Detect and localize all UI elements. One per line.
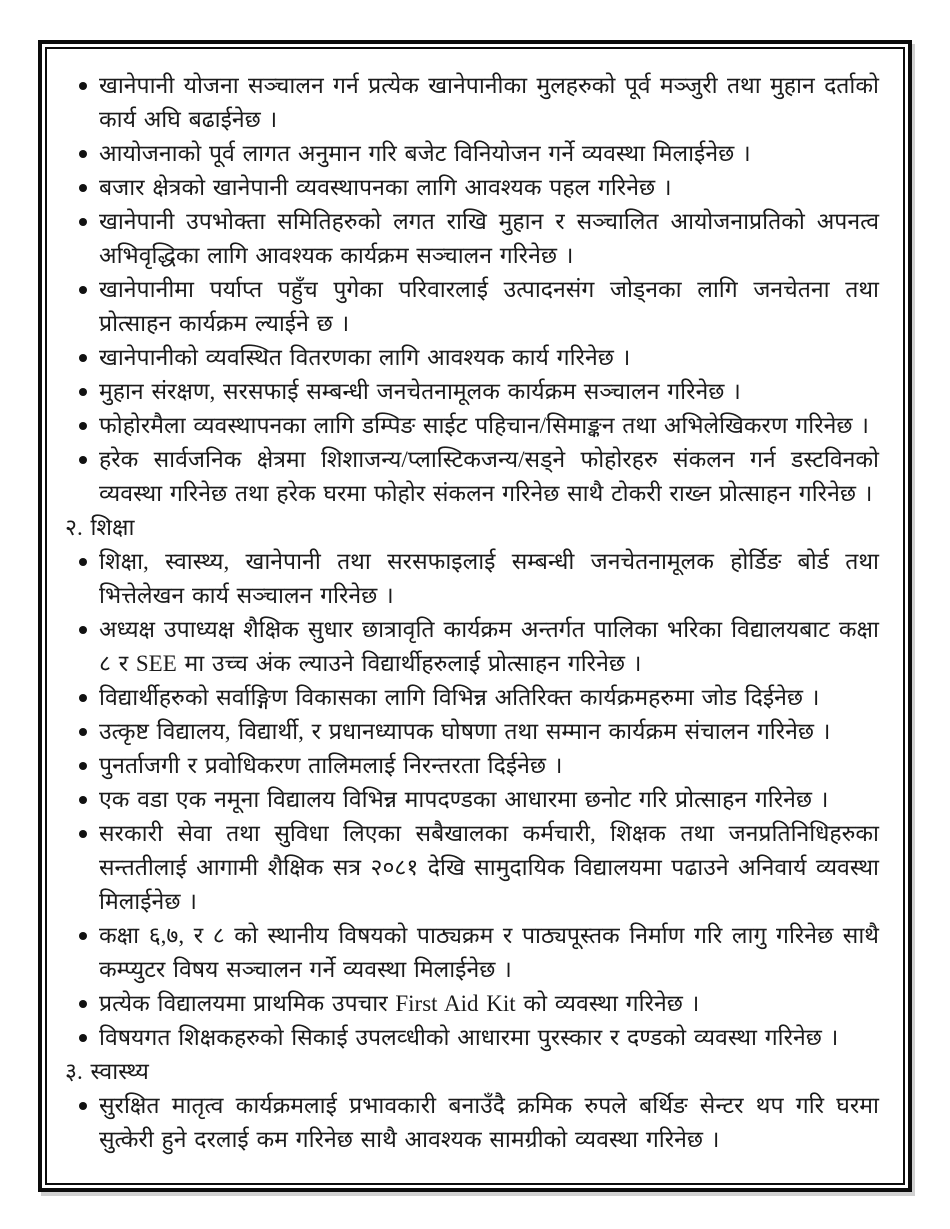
item-text: उत्कृष्ट विद्यालय, विद्यार्थी, र प्रधानध्यापक घोषणा तथा सम्मान कार्यक्रम संचालन गरिनेछ । (99, 719, 831, 744)
list-item (57, 715, 879, 749)
bullet-icon (79, 932, 87, 940)
bullet-icon (79, 150, 87, 158)
item-text: अध्यक्ष उपाध्यक्ष शैक्षिक सुधार छात्रावृति कार्यक्रम अन्तर्गत पालिका भरिका विद्यालयबाट कक्षा ८ र SEE मा उच्च अंक ल्याउने विद्यार्थीहरुलाई प्रोत्साहन गरिनेछ । (99, 617, 879, 676)
bullet-icon (79, 1034, 87, 1042)
list-item (57, 545, 879, 613)
bullet-list (57, 545, 879, 1055)
list-item (57, 205, 879, 273)
bullet-list (57, 1089, 879, 1157)
bullet-icon (79, 1102, 87, 1110)
bullet-icon (79, 354, 87, 362)
bullet-icon (79, 762, 87, 770)
list-item (57, 749, 879, 783)
bullet-icon (79, 1000, 87, 1008)
bullet-icon (79, 388, 87, 396)
list-item (57, 1021, 879, 1055)
item-text: पुनर्ताजगी र प्रवोधिकरण तालिमलाई निरन्तरता दिईनेछ । (99, 753, 563, 778)
list-item (57, 171, 879, 205)
item-text: सरकारी सेवा तथा सुविधा लिएका सबैखालका कर्मचारी, शिक्षक तथा जनप्रतिनिधिहरुका सन्ततीलाई आगामी शैक्षिक सत्र २०८१ देखि सामुदायिक विद्यालयमा पढाउने अनिवार्य व्यवस्था मिलाईनेछ । (99, 821, 879, 914)
item-text: खानेपानी उपभोक्ता समितिहरुको लगत राखि मुहान र सञ्चालित आयोजनाप्रतिको अपनत्व अभिवृद्धिका लागि आवश्यक कार्यक्रम सञ्चालन गरिनेछ । (99, 209, 879, 268)
list-item (57, 919, 879, 987)
item-text: सुरक्षित मातृत्व कार्यक्रमलाई प्रभावकारी बनाउँदै क्रमिक रुपले बर्थिङ सेन्टर थप गरि घरमा सुत्केरी हुने दरलाई कम गरिनेछ साथै आवश्यक सामग्रीको व्यवस्था गरिनेछ । (99, 1093, 879, 1152)
list-item (57, 817, 879, 919)
list-item (57, 137, 879, 171)
item-text: शिक्षा, स्वास्थ्य, खानेपानी तथा सरसफाइलाई सम्बन्धी जनचेतनामूलक होर्डिङ बोर्ड तथा भित्तेलेखन कार्य सञ्चालन गरिनेछ । (99, 549, 879, 608)
list-item (57, 783, 879, 817)
item-text: विषयगत शिक्षकहरुको सिकाई उपलव्धीको आधारमा पुरस्कार र दण्डको व्यवस्था गरिनेछ । (99, 1025, 839, 1050)
list-item (57, 341, 879, 375)
list-item (57, 69, 879, 137)
item-text: खानेपानीमा पर्याप्त पहुँच पुगेका परिवारलाई उत्पादनसंग जोड्नका लागि जनचेतना तथा प्रोत्साहन कार्यक्रम ल्याईने छ । (99, 277, 879, 336)
item-text: विद्यार्थीहरुको सर्वाङ्गिण विकासका लागि विभिन्न अतिरिक्त कार्यक्रमहरुमा जोड दिईनेछ । (99, 685, 820, 710)
bullet-icon (79, 218, 87, 226)
section-heading: २. शिक्षा (65, 515, 135, 540)
list-item (57, 443, 879, 511)
bullet-icon (79, 456, 87, 464)
bullet-icon (79, 82, 87, 90)
item-text: कक्षा ६,७, र ८ को स्थानीय विषयको पाठ्यक्रम र पाठ्यपूस्तक निर्माण गरि लागु गरिनेछ साथै कम्प्युटर विषय सञ्चालन गर्ने व्यवस्था मिलाईनेछ । (99, 923, 879, 982)
bullet-icon (79, 694, 87, 702)
list-item (57, 1089, 879, 1157)
item-text: प्रत्येक विद्यालयमा प्राथमिक उपचार First Aid Kit को व्यवस्था गरिनेछ । (99, 991, 700, 1016)
bullet-icon (79, 830, 87, 838)
bullet-icon (79, 796, 87, 804)
item-text: आयोजनाको पूर्व लागत अनुमान गरि बजेट विनियोजन गर्ने व्यवस्था मिलाईनेछ । (99, 141, 751, 166)
item-text: हरेक सार्वजनिक क्षेत्रमा शिशाजन्य/प्लास्टिकजन्य/सड्ने फोहोरहरु संकलन गर्न डस्टविनको व्यवस्था गरिनेछ तथा हरेक घरमा फोहोर संकलन गरिनेछ साथै टोकरी राख्न प्रोत्साहन गरिनेछ । (99, 447, 879, 506)
page-border (38, 40, 912, 1192)
item-text: खानेपानी योजना सञ्चालन गर्न प्रत्येक खानेपानीका मुलहरुको पूर्व मञ्जुरी तथा मुहान दर्ताको कार्य अघि बढाईनेछ । (99, 73, 879, 132)
bullet-icon (79, 626, 87, 634)
item-text: एक वडा एक नमूना विद्यालय विभिन्न मापदण्डका आधारमा छनोट गरि प्रोत्साहन गरिनेछ । (99, 787, 829, 812)
item-text: मुहान संरक्षण, सरसफाई सम्बन्धी जनचेतनामूलक कार्यक्रम सञ्चालन गरिनेछ । (99, 379, 741, 404)
bullet-icon (79, 286, 87, 294)
bullet-icon (79, 558, 87, 566)
list-item (57, 273, 879, 341)
list-item (57, 987, 879, 1021)
list-item (57, 375, 879, 409)
document-content (47, 49, 903, 1183)
section-heading: ३. स्वास्थ्य (65, 1059, 149, 1084)
bullet-icon (79, 184, 87, 192)
list-item (57, 409, 879, 443)
item-text: खानेपानीको व्यवस्थित वितरणका लागि आवश्यक कार्य गरिनेछ । (99, 345, 631, 370)
page-border-inner (45, 47, 905, 1185)
list-item (57, 613, 879, 681)
item-text: फोहोरमैला व्यवस्थापनका लागि डम्पिङ साईट पहिचान/सिमाङ्कन तथा अभिलेखिकरण गरिनेछ । (99, 413, 870, 438)
bullet-list (57, 69, 879, 511)
bullet-icon (79, 422, 87, 430)
list-item (57, 681, 879, 715)
item-text: बजार क्षेत्रको खानेपानी व्यवस्थापनका लागि आवश्यक पहल गरिनेछ । (99, 175, 672, 200)
bullet-icon (79, 728, 87, 736)
